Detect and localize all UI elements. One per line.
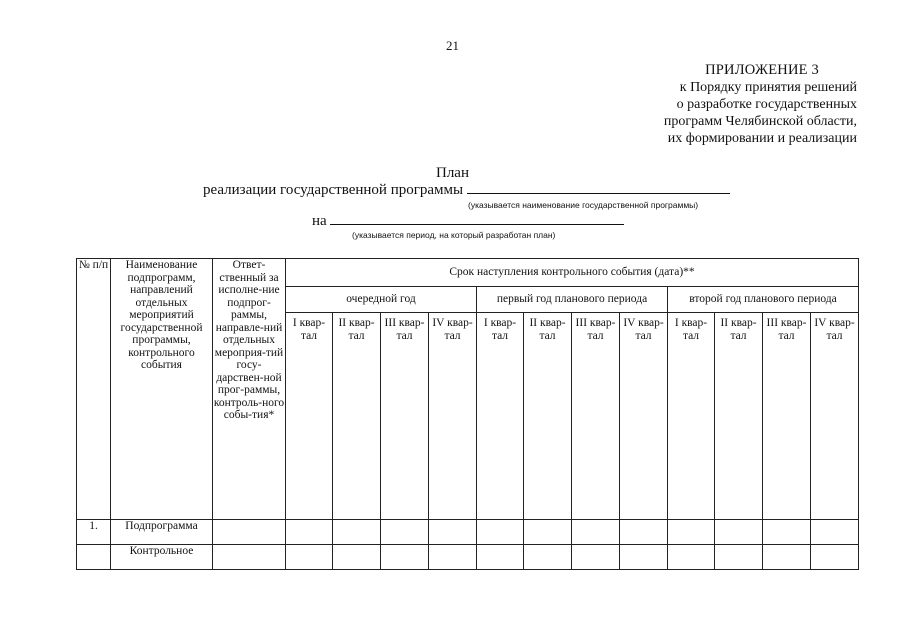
table-cell[interactable] <box>763 520 811 545</box>
table-cell[interactable] <box>429 520 477 545</box>
header-quarter: I квар-тал <box>477 313 524 520</box>
table-cell[interactable] <box>524 520 572 545</box>
table-row <box>77 520 859 545</box>
header-quarter: II квар-тал <box>524 313 572 520</box>
header-period-second: второй год планового периода <box>668 287 859 313</box>
row-num: 1. <box>77 520 111 545</box>
table-cell[interactable] <box>429 545 477 570</box>
row-name: Контрольное <box>111 545 213 570</box>
appendix-heading: ПРИЛОЖЕНИЕ 3 <box>705 62 819 78</box>
header-deadline: Срок наступления контрольного события (дата)** <box>286 259 859 287</box>
header-quarter: II квар-тал <box>715 313 763 520</box>
table-cell[interactable] <box>572 545 620 570</box>
header-num: № п/п <box>77 259 111 520</box>
header-quarter: II квар-тал <box>333 313 381 520</box>
header-quarter: IV квар-тал <box>811 313 859 520</box>
table-cell[interactable] <box>811 520 859 545</box>
page-number: 21 <box>446 38 459 53</box>
plan-table <box>76 258 859 570</box>
header-responsible: Ответ-ственный за исполне-ние подпрог-раммы, направле-ний отдельных мероприя-тий госу-дарствен-ной прог-раммы, контроль-ного собы-тия* <box>213 259 286 520</box>
appendix-block <box>557 62 857 147</box>
header-quarter: I квар-тал <box>668 313 715 520</box>
table-cell[interactable] <box>286 520 333 545</box>
table-row <box>77 545 859 570</box>
table-cell[interactable] <box>477 520 524 545</box>
table-cell[interactable] <box>572 520 620 545</box>
table-cell[interactable] <box>333 545 381 570</box>
header-quarter: IV квар-тал <box>620 313 668 520</box>
header-quarter: III квар-тал <box>381 313 429 520</box>
appendix-line: о разработке государственных <box>676 97 857 112</box>
table-cell[interactable] <box>477 545 524 570</box>
program-name-hint: (указывается наименование государственной программы) <box>468 200 699 210</box>
period-blank[interactable] <box>330 212 624 225</box>
table-cell[interactable] <box>668 545 715 570</box>
plan-period-line <box>312 212 624 230</box>
plan-title: План <box>435 165 469 181</box>
table-cell[interactable] <box>715 545 763 570</box>
table-cell[interactable] <box>620 520 668 545</box>
table-cell[interactable] <box>763 545 811 570</box>
plan-program-line <box>203 181 730 199</box>
table-cell[interactable] <box>381 545 429 570</box>
header-quarter: III квар-тал <box>763 313 811 520</box>
table-cell[interactable] <box>668 520 715 545</box>
plan-program-label: реализации государственной программы <box>203 182 464 198</box>
header-period-current: очередной год <box>286 287 477 313</box>
appendix-line: программ Челябинской области, <box>663 114 857 129</box>
table-cell[interactable] <box>381 520 429 545</box>
header-quarter: III квар-тал <box>572 313 620 520</box>
header-quarter: IV квар-тал <box>429 313 477 520</box>
plan-period-label: на <box>312 213 327 229</box>
header-name: Наименование подпрограмм, направлений отдельных мероприятий государственной программы, контрольного события <box>111 259 213 520</box>
period-hint: (указывается период, на который разработан план) <box>352 230 556 240</box>
table-cell[interactable] <box>213 520 286 545</box>
table-cell[interactable] <box>620 545 668 570</box>
appendix-line: к Порядку принятия решений <box>679 80 857 95</box>
table-cell[interactable] <box>811 545 859 570</box>
header-quarter: I квар-тал <box>286 313 333 520</box>
table-cell[interactable] <box>715 520 763 545</box>
table-cell[interactable] <box>213 545 286 570</box>
table-cell[interactable] <box>524 545 572 570</box>
appendix-line: их формировании и реализации <box>667 131 857 146</box>
table-cell[interactable] <box>333 520 381 545</box>
row-num <box>77 545 111 570</box>
row-name: Подпрограмма <box>111 520 213 545</box>
program-name-blank[interactable] <box>467 181 730 194</box>
header-period-first: первый год планового периода <box>477 287 668 313</box>
table-cell[interactable] <box>286 545 333 570</box>
